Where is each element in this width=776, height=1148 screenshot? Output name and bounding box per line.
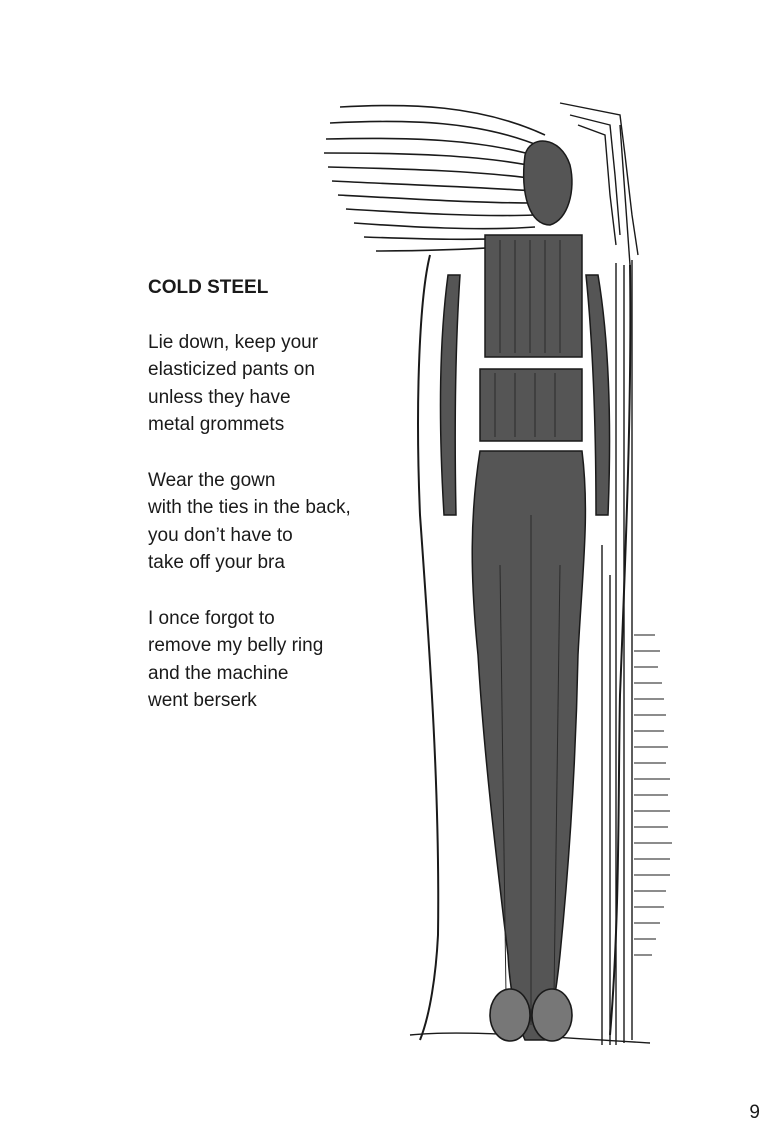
page-number: 9	[749, 1102, 760, 1123]
poem-title: COLD STEEL	[148, 277, 269, 298]
poem-line: and the machine	[148, 662, 289, 684]
poem-line: unless they have	[148, 386, 291, 408]
hips-and-legs	[472, 451, 585, 1040]
right-arm	[586, 275, 610, 515]
poem-line: remove my belly ring	[148, 635, 324, 657]
poem-line: take off your bra	[148, 552, 285, 574]
poem-line: Wear the gown	[148, 469, 276, 491]
poem-line: elasticized pants on	[148, 359, 315, 381]
wall-texture	[634, 635, 672, 955]
head	[524, 141, 572, 225]
poem-line: you don’t have to	[148, 524, 293, 546]
flowing-hair	[324, 105, 545, 251]
poem-line: I once forgot to	[148, 607, 275, 629]
poem-line: went berserk	[148, 690, 257, 712]
poem-line: with the ties in the back,	[148, 497, 351, 519]
poem-line: metal grommets	[148, 414, 285, 436]
figure-standing-back-view-icon	[320, 95, 680, 1055]
figure-body	[441, 141, 610, 1040]
poem-line: Lie down, keep your	[148, 331, 319, 353]
left-arm	[441, 275, 460, 515]
